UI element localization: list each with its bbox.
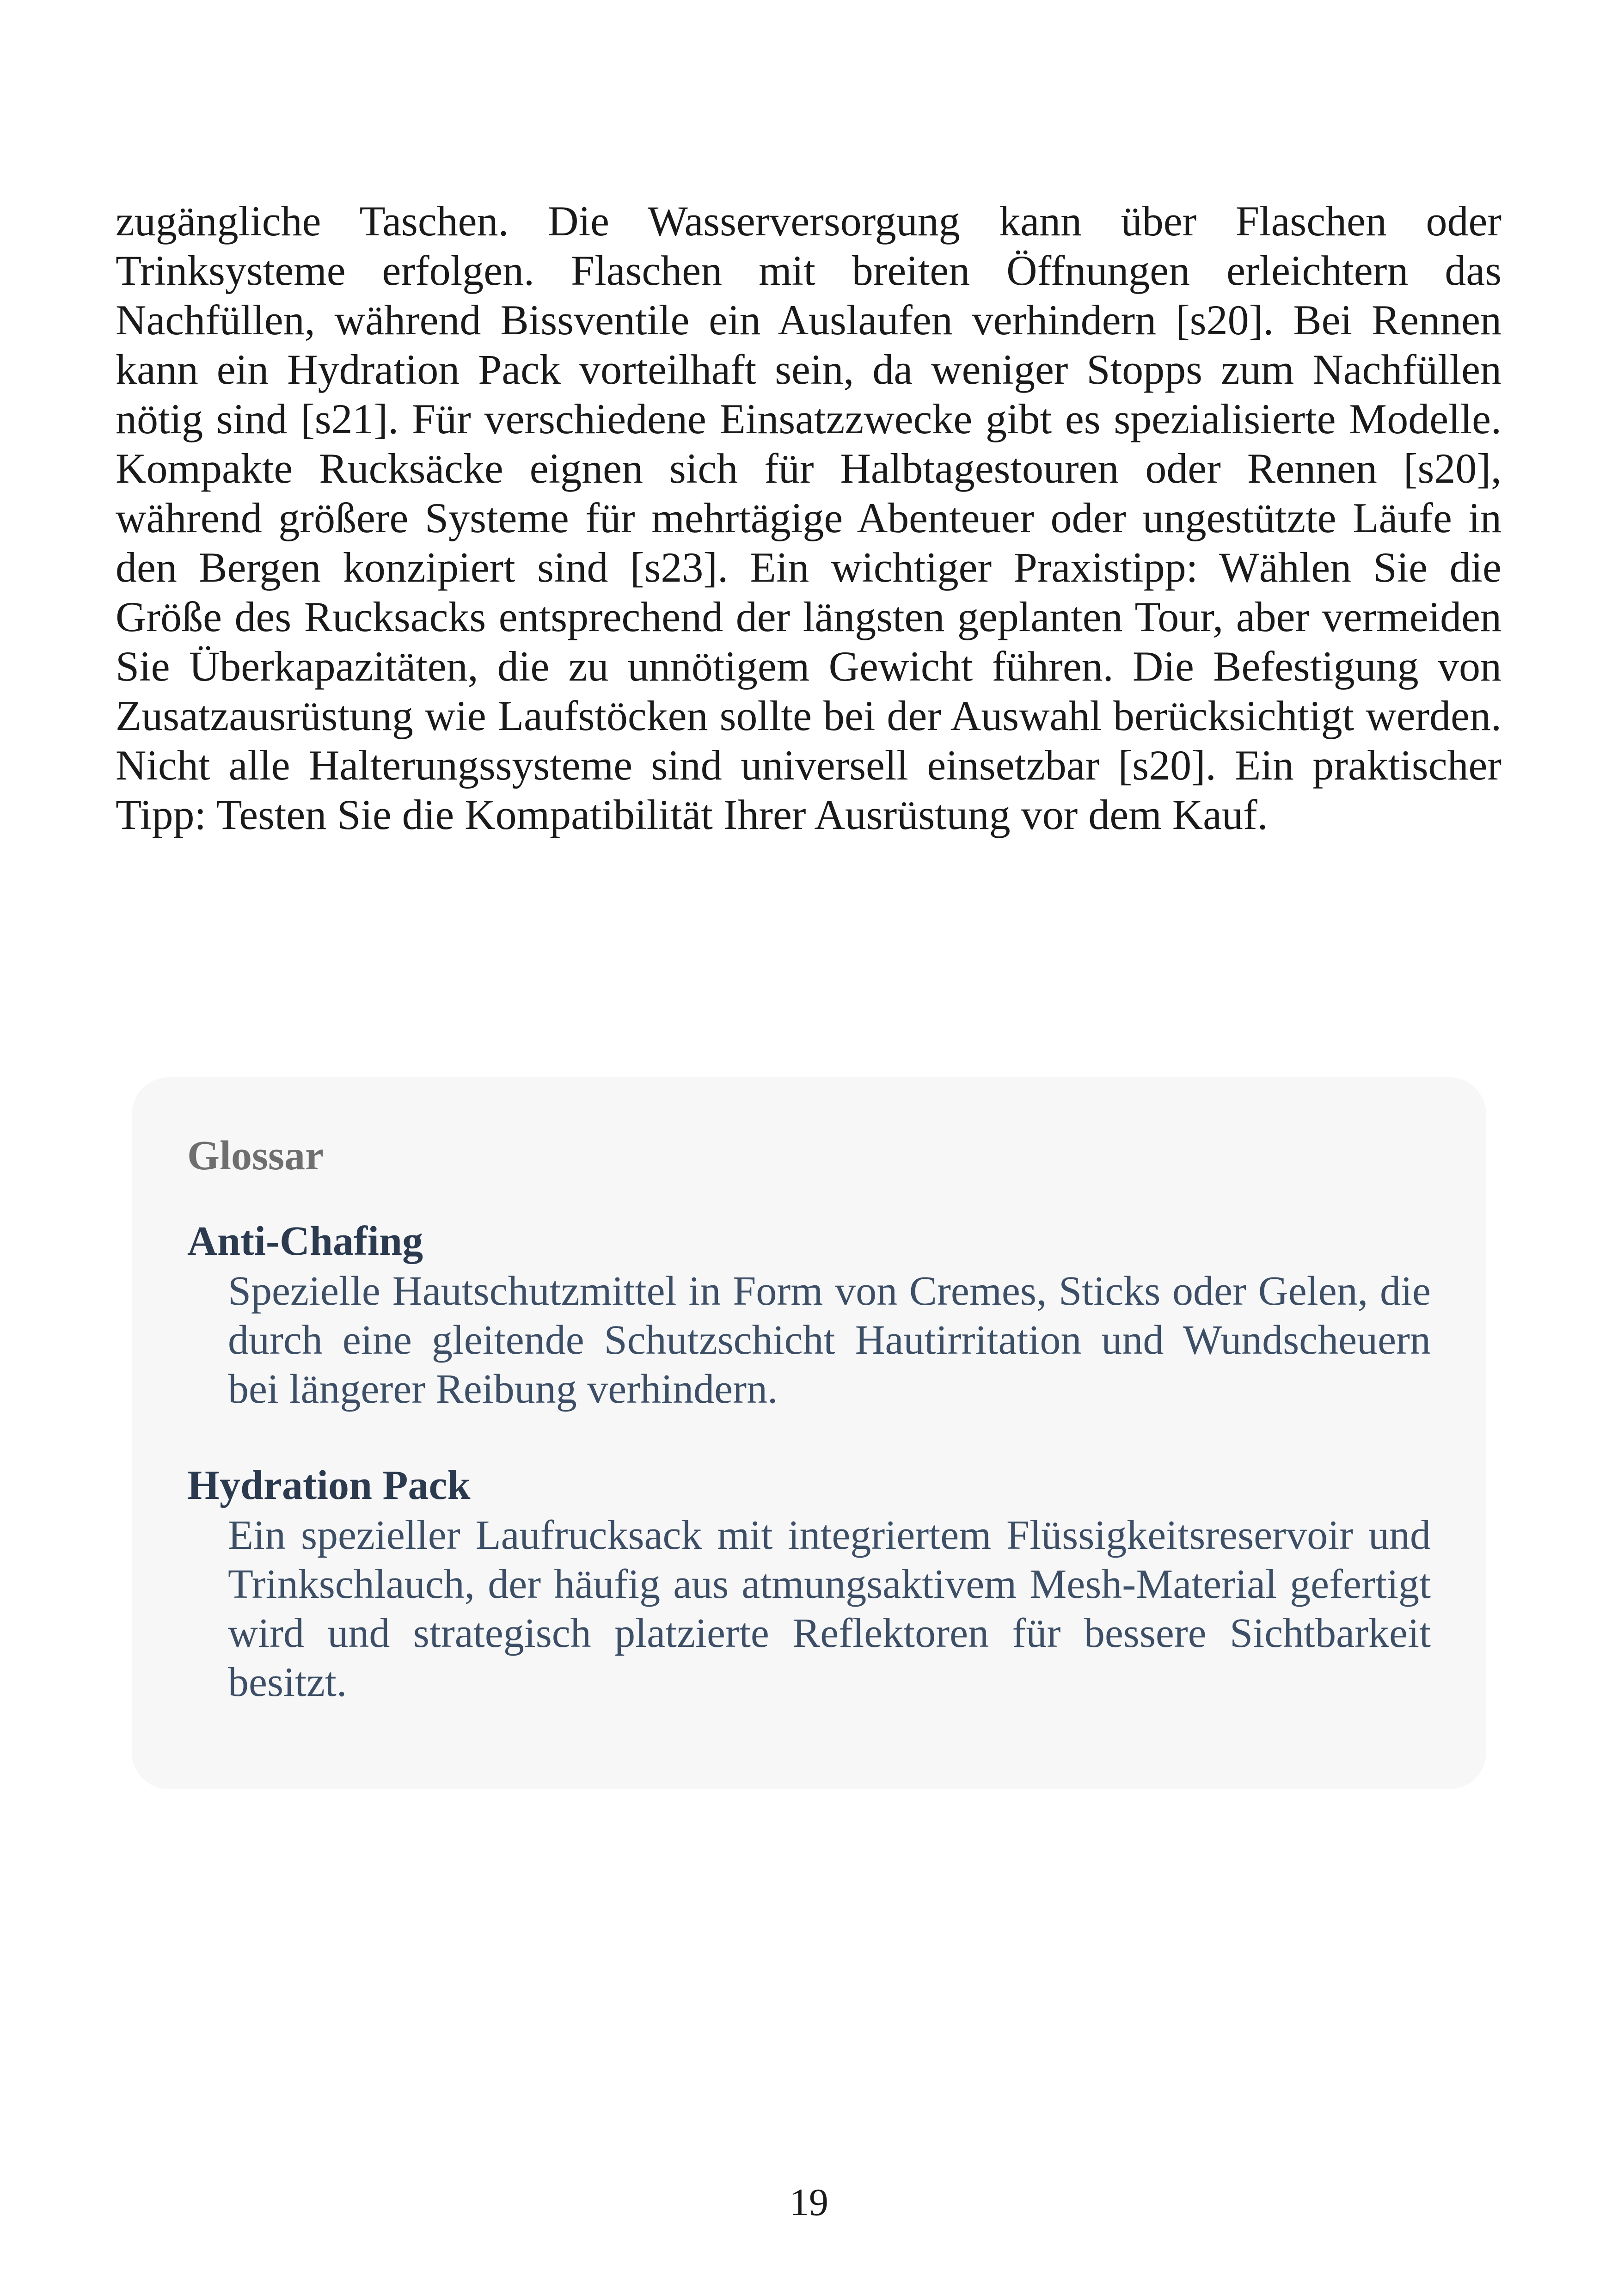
glossary-term-anti-chafing: Anti-Chafing	[187, 1218, 423, 1264]
glossary-definition-anti-chafing: Spezielle Hautschutzmittel in Form von Cremes, Sticks oder Gelen, die durch eine gleitende Schutzschicht Hautirritation und Wundscheuern bei längerer Reibung verhindern.	[228, 1268, 1431, 1412]
glossary-heading: Glossar	[187, 1133, 324, 1179]
glossary-definition-hydration-pack: Ein spezieller Laufrucksack mit integriertem Flüssigkeitsreservoir und Trinkschlauch, der häufig aus atmungsaktivem Mesh-Material gefertigt wird und strategisch platzierte Reflektoren für bessere Sichtbarkeit besitzt.	[228, 1512, 1431, 1705]
glossary-term-hydration-pack: Hydration Pack	[187, 1462, 471, 1508]
page-number: 19	[790, 2181, 828, 2224]
glossary-box	[132, 1077, 1486, 1789]
body-paragraph: zugängliche Taschen. Die Wasserversorgung kann über Flaschen oder Trinksysteme erfolgen. Flaschen mit breiten Öffnungen erleichtern das Nachfüllen, während Bissventile ein Auslaufen verhindern [s20]. Bei Rennen kann ein Hydration Pack vorteilhaft sein, da weniger Stopps zum Nachfüllen nötig sind [s21]. Für verschiedene Einsatzzwecke gibt es spezialisierte Modelle. Kompakte Rucksäcke eignen sich für Halbtagestouren oder Rennen [s20], während größere Systeme für mehrtägige Abenteuer oder ungestützte Läufe in den Bergen konzipiert sind [s23]. Ein wichtiger Praxistipp: Wählen Sie die Größe des Rucksacks entsprechend der längsten geplanten Tour, aber vermeiden Sie Überkapazitäten, die zu unnötigem Gewicht führen. Die Befestigung von Zusatzausrüstung wie Laufstöcken sollte bei der Auswahl berücksichtigt werden. Nicht alle Halterungssysteme sind universell einsetzbar [s20]. Ein praktischer Tipp: Testen Sie die Kompatibilität Ihrer Ausrüstung vor dem Kauf.	[116, 197, 1502, 838]
